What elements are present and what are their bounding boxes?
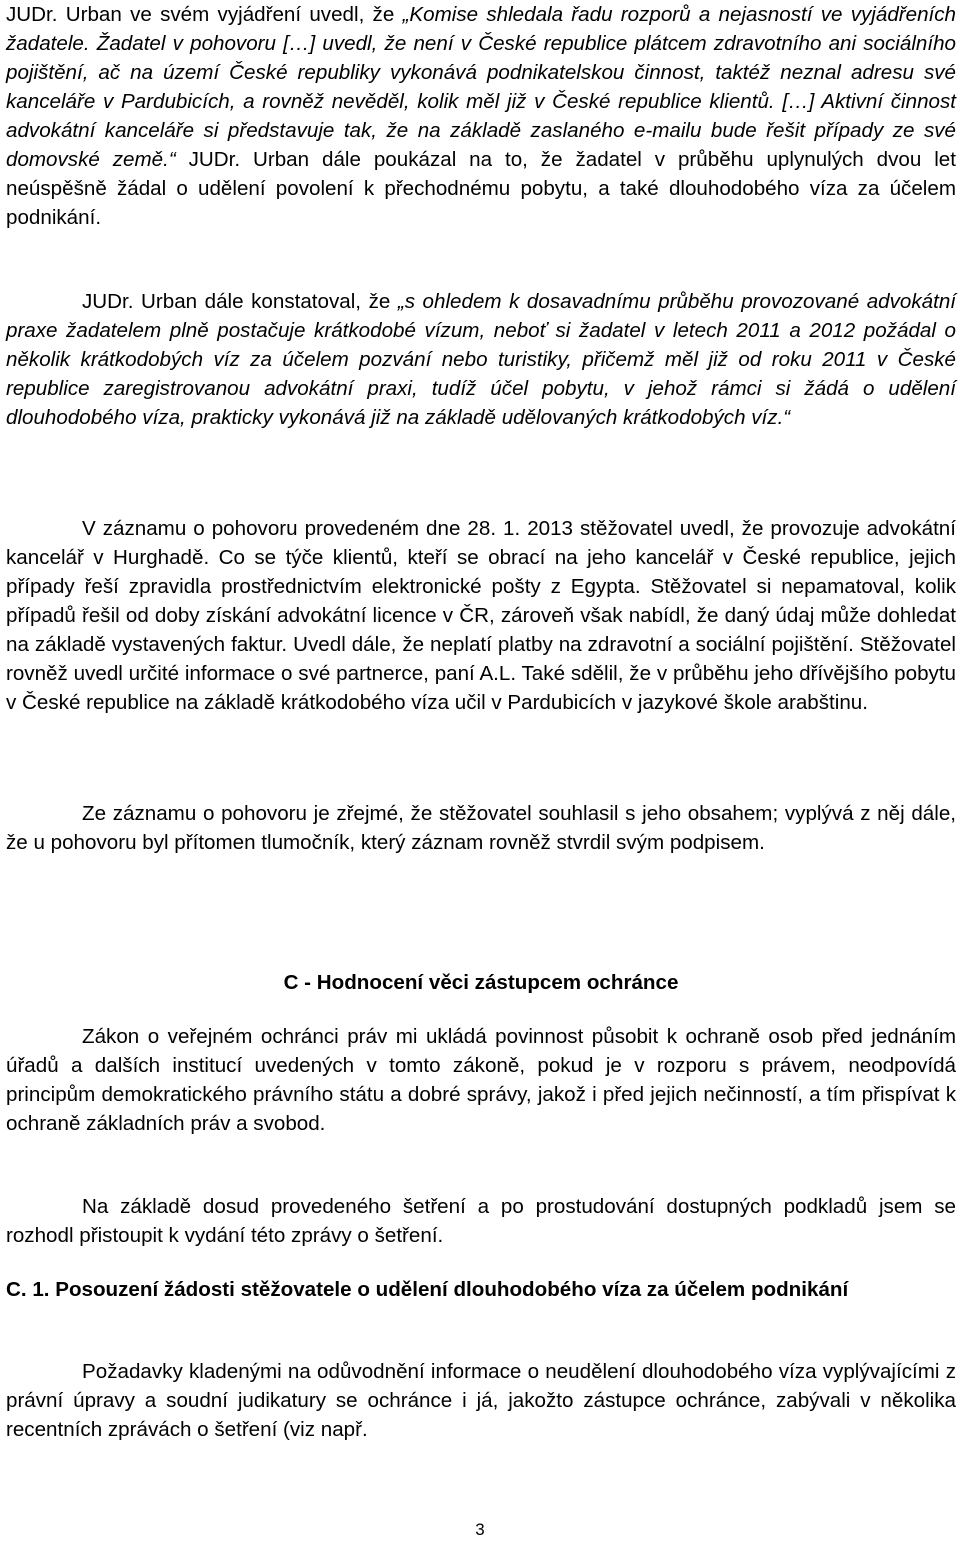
paragraph-decision: Na základě dosud provedeného šetření a po prostudování dostupných podkladů jsem se rozhodl přistoupit k vydání této zprávy o šetření. (6, 1195, 956, 1247)
paragraph-interview-consent: Ze záznamu o pohovoru je zřejmé, že stěžovatel souhlasil s jeho obsahem; vyplývá z něj dále, že u pohovoru byl přítomen tlumočník, který záznam rovněž stvrdil svým podpisem. (6, 802, 956, 854)
paragraph-interview-record: V záznamu o pohovoru provedeném dne 28. 1. 2013 stěžovatel uvedl, že provozuje advokátní kancelář v Hurghadě. Co se týče klientů, kteří se obrací na jeho kancelář v České republice, jejich případy řeší zpravidla prostřednictvím elektronické pošty z Egypta. Stěžovatel si nepamatoval, kolik případů řešil od doby získání advokátní licence v ČR, zároveň však nabídl, že daný údaj může dohledat na základě vystavených faktur. Uvedl dále, že neplatí platby na zdravotní a sociální pojištění. Stěžovatel rovněž uvedl určité informace o své partnerce, paní A.L. Také sdělil, že v průběhu jeho dřívějšího pobytu v České republice na základě krátkodobého víza učil v Pardubicích v jazykové škole arabštinu. (6, 517, 956, 714)
text-run: JUDr. Urban dále poukázal na to, že žadatel v průběhu uplynulých dvou let neúspěšně žádal o udělení povolení k přechodnému pobytu, a také dlouhodobého víza za účelem podnikání. (6, 148, 956, 229)
text-run: JUDr. Urban ve svém vyjádření uvedl, že (6, 3, 403, 26)
page-number: 3 (475, 1520, 485, 1539)
quoted-text: „Komise shledala řadu rozporů a nejasností ve vyjádřeních žadatele. Žadatel v pohovoru […] uvedl, že není v České republice plátcem zdravotního ani sociálního pojištění, ač na území České republiky vykonává podnikatelskou činnost, taktéž neznal adresu své kanceláře v Pardubicích, a rovněž nevěděl, kolik měl již v České republice klientů. […] Aktivní činnost advokátní kanceláře si představuje tak, že na základě zaslaného e-mailu bude řešit případy ze své domovské země.“ (6, 3, 957, 171)
paragraph-ombudsman-duty: Zákon o veřejném ochránci práv mi ukládá povinnost působit k ochraně osob před jednáním úřadů a dalších institucí uvedených v tomto zákoně, pokud je v rozporu s právem, neodpovídá principům demokratického právního státu a dobré správy, jakož i před jejich nečinností, a tím přispívat k ochraně základních práv a svobod. (6, 1025, 956, 1135)
paragraph-urban-constatation (6, 287, 956, 432)
paragraph-urban-statement (6, 0, 956, 232)
paragraph-requirements: Požadavky kladenými na odůvodnění informace o neudělení dlouhodobého víza vyplývajícími z právní úpravy a soudní judikatury se ochránce i já, jakožto zástupce ochránce, zabývali v několika recentních zprávách o šetření (viz např. (6, 1360, 956, 1441)
quoted-text: „s ohledem k dosavadnímu průběhu provozované advokátní praxe žadatelem plně postačuje krátkodobé vízum, neboť si žadatel v letech 2011 a 2012 požádal o několik krátkodobých víz za účelem pozvání nebo turistiky, přičemž měl již od roku 2011 v České republice zaregistrovanou advokátní praxi, tudíž účel pobytu, v jehož rámci si žádá o udělení dlouhodobého víza, prakticky vykonává již na základě udělovaných krátkodobých víz.“ (6, 290, 956, 429)
text-run: JUDr. Urban dále konstatoval, že (82, 290, 398, 313)
section-heading-c1: C. 1. Posouzení žádosti stěžovatele o udělení dlouhodobého víza za účelem podnikání (6, 1278, 849, 1301)
section-heading-c: C - Hodnocení věci zástupcem ochránce (283, 971, 679, 994)
